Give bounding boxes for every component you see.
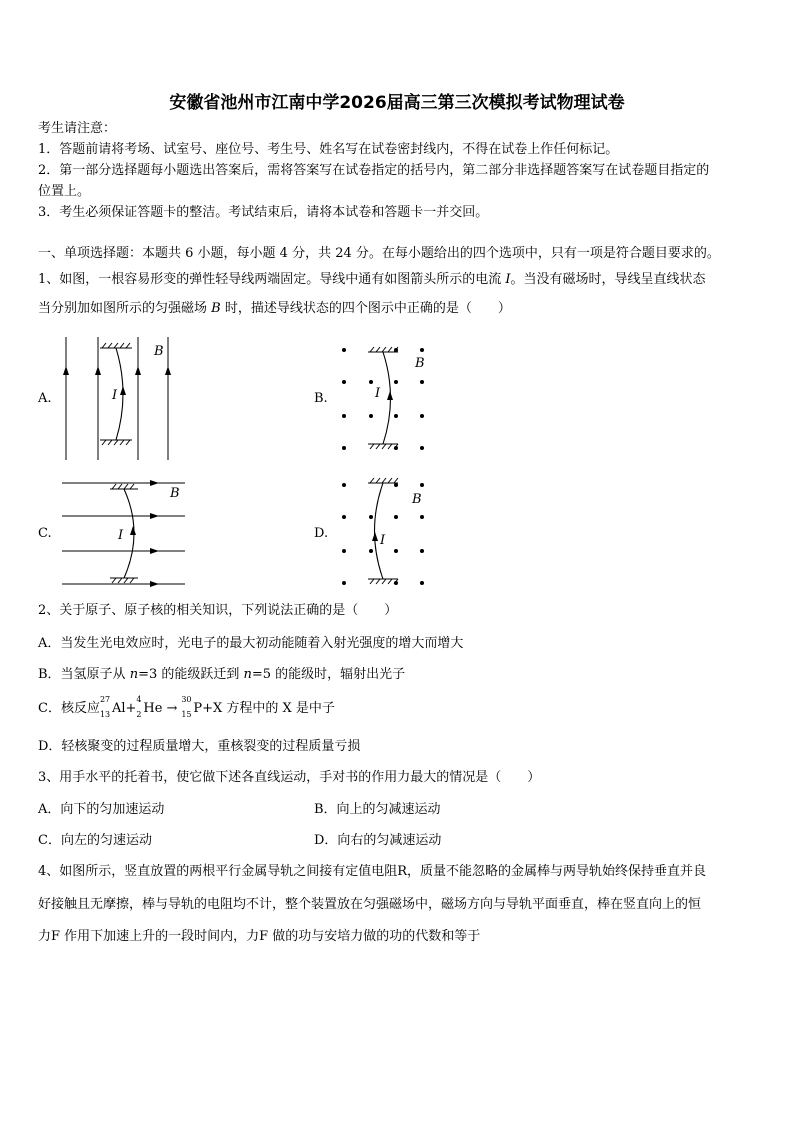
notice-item-2: 2．第一部分选择题每小题选出答案后，需将答案写在试卷指定的括号内，第二部分非选择题答案写在试卷题目指定的: [38, 163, 710, 178]
q1-d-i-label: I: [380, 533, 386, 548]
q1-c-i-label: I: [118, 528, 124, 543]
notice-heading: 考生请注意：: [38, 121, 117, 136]
q4-stem-line1: 4、如图所示，竖直放置的两根平行金属导轨之间接有定值电阻R，质量不能忽略的金属棒与两导轨始终保持垂直并良: [38, 864, 707, 879]
q1-stem-line1: 1、如图，一根容易形变的弹性轻导线两端固定。导线中通有如图箭头所示的电流 I。当没有磁场时，导线呈直线状态: [38, 272, 706, 287]
notice-item-3: 3．考生必须保证答题卡的整洁。考试结束后，请将本试卷和答题卡一并交回。: [38, 205, 489, 220]
q1-option-d-label: D.: [314, 526, 329, 541]
q4-stem-line2: 好接触且无摩擦，棒与导轨的电阻均不计，整个装置放在匀强磁场中，磁场方向与导轨平面垂直，棒在竖直向上的恒: [38, 897, 702, 912]
q1-b-i-label: I: [375, 386, 381, 401]
paper-title: 安徽省池州市江南中学2026届高三第三次模拟考试物理试卷: [169, 93, 625, 113]
q2-option-d: D．轻核聚变的过程质量增大，重核裂变的过程质量亏损: [38, 739, 361, 754]
q3-option-c: C．向左的匀速运动: [38, 833, 152, 848]
q1-c-b-label: B: [170, 486, 180, 501]
q1-a-b-label: B: [154, 344, 164, 359]
q1-b-b-label: B: [415, 356, 425, 371]
q1-option-a-label: A.: [38, 391, 52, 406]
notice-item-1: 1．答题前请将考场、试室号、座位号、考生号、姓名写在试卷密封线内，不得在试卷上作任何标记。: [38, 142, 619, 157]
q2-option-a: A．当发生光电效应时，光电子的最大初动能随着入射光强度的增大而增大: [38, 636, 464, 651]
q2-option-b: B．当氢原子从 n=3 的能级跃迁到 n=5 的能级时，辐射出光子: [38, 667, 406, 682]
q1-d-b-label: B: [412, 492, 422, 507]
q3-option-d: D．向右的匀减速运动: [314, 833, 442, 848]
q3-option-a: A．向下的匀加速运动: [38, 802, 165, 817]
q1-a-i-label: I: [112, 388, 118, 403]
hatch-bottom: [100, 440, 132, 445]
q2-option-c: C．核反应 27 13 Al+ 4 2 He → 30 15 P+X 方程中的 X 是中子: [38, 695, 335, 719]
notice-item-2-cont: 位置上。: [38, 184, 91, 199]
q1-option-c-label: C.: [38, 526, 52, 541]
q3-stem: 3、用手水平的托着书，使它做下述各直线运动，手对书的作用力最大的情况是（ ）: [38, 770, 541, 785]
q1-stem-line2: 当分别加如图所示的匀强磁场 B 时，描述导线状态的四个图示中正确的是（ ）: [38, 301, 511, 316]
q2-stem: 2、关于原子、原子核的相关知识，下列说法正确的是（ ）: [38, 603, 398, 618]
q4-stem-line3: 力F 作用下加速上升的一段时间内，力F 做的功与安培力做的功的代数和等于: [38, 929, 481, 944]
q1-diagram-a: [60, 335, 190, 465]
q1-option-b-label: B.: [314, 391, 328, 406]
section-heading: 一、单项选择题：本题共 6 小题，每小题 4 分，共 24 分。在每小题给出的四个选项中，只有一项是符合题目要求的。: [38, 246, 720, 261]
q3-option-b: B．向上的匀减速运动: [314, 802, 441, 817]
hatch-top: [100, 343, 132, 348]
